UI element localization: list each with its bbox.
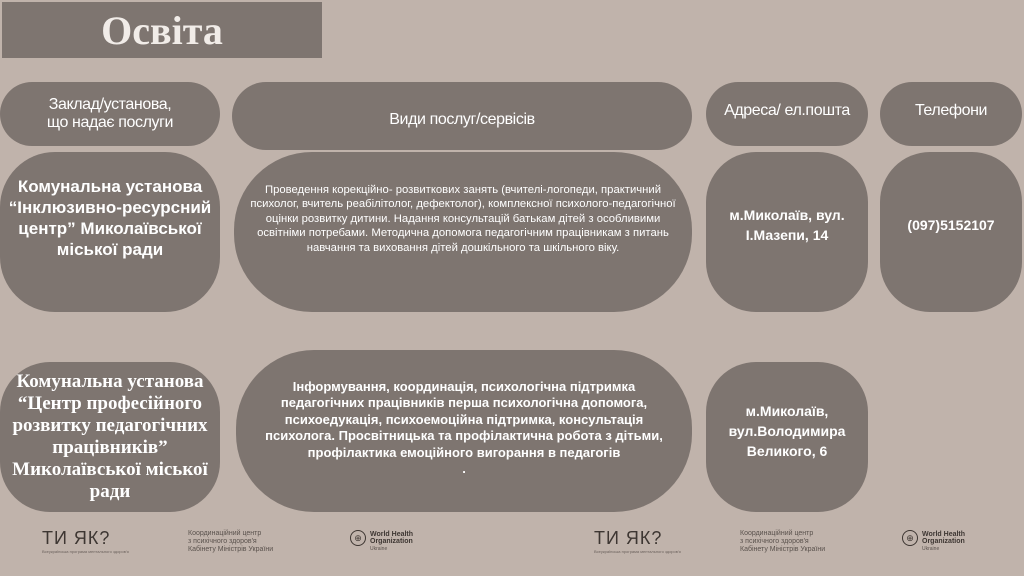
coordination-center-logo-left: Координаційний центр з психічного здоров'я Кабінету Міністрів України — [188, 530, 274, 553]
header-services: Види послуг/сервісів — [232, 82, 692, 150]
page-title: Освіта — [101, 7, 223, 53]
tiyak-logo-left — [42, 528, 142, 554]
row1-phone: (097)5152107 — [880, 152, 1022, 312]
header-address: Адреса/ ел.пошта — [706, 82, 868, 146]
un-emblem-icon: ⊕ — [350, 530, 366, 546]
who-logo-right — [902, 530, 965, 552]
tiyak-logo-subtext: Всеукраїнська програма ментального здоров'я — [42, 549, 129, 554]
row1-services: Проведення корекційно- розвиткових занять (вчителі-логопеди, практичний психолог, вчитель реабілітолог, дефектолог), комплексної психолого-педагогічної оцінки розвитку дитини. Надання консультацій батькам дітей з особливими освітніми потребами. Методична допомога педагогічним працівникам з питань навчання та виховання дітей дошкільного та шкільного віку. — [234, 152, 692, 312]
header-phones: Телефони — [880, 82, 1022, 146]
row1-institution: Комунальна установа “Інклюзивно-ресурсний центр” Миколаївської міської ради — [0, 152, 220, 312]
row2-services: Інформування, координація, психологічна підтримка педагогічних працівників перша психологічна допомога, психоедукація, психоемоційна підтримка, консультація психолога. Просвітницька та профілактична робота з дітьми, профілактика емоційного вигорання в педагогів . — [236, 350, 692, 512]
who-logo-text: World Health Organization — [370, 530, 414, 545]
who-logo-subtext: Ukraine — [922, 546, 940, 552]
coordination-center-logo-right: Координаційний центр з психічного здоров'я Кабінету Міністрів України — [740, 530, 826, 553]
title-banner — [2, 2, 322, 58]
header-institution: Заклад/установа, що надає послуги — [0, 82, 220, 146]
row1-address: м.Миколаїв, вул. І.Мазепи, 14 — [706, 152, 868, 312]
tiyak-logo-right — [594, 528, 694, 554]
tiyak-logo-text: ТИ ЯК? — [594, 528, 663, 548]
who-logo-left — [350, 530, 413, 552]
un-emblem-icon: ⊕ — [902, 530, 918, 546]
tiyak-logo-text: ТИ ЯК? — [42, 528, 111, 548]
tiyak-logo-subtext: Всеукраїнська програма ментального здоров'я — [594, 549, 681, 554]
who-logo-subtext: Ukraine — [370, 546, 388, 552]
row2-institution: Комунальна установа “Центр професійного розвитку педагогічних працівників” Миколаївської міської ради — [0, 362, 220, 512]
row2-address: м.Миколаїв, вул.Володимира Великого, 6 — [706, 362, 868, 512]
who-logo-text: World Health Organization — [922, 530, 966, 545]
